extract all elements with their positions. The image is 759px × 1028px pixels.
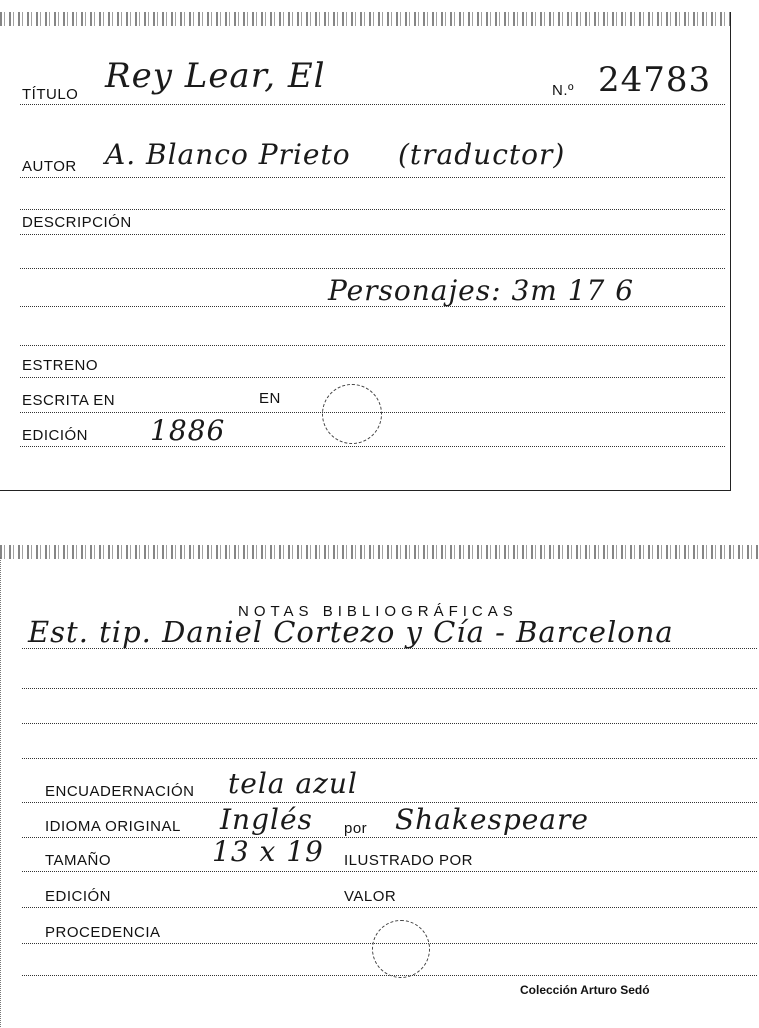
por-label: por [344, 820, 368, 837]
rule-line [22, 802, 757, 803]
rule-line [20, 446, 725, 447]
notas-title: NOTAS BIBLIOGRÁFICAS [238, 603, 518, 620]
idioma-value: Inglés [220, 803, 313, 836]
tamano-label: TAMAÑO [45, 852, 112, 869]
titulo-value: Rey Lear, El [105, 56, 326, 96]
collection-footer: Colección Arturo Sedó [520, 983, 650, 997]
rule-line [20, 268, 725, 269]
encuadernacion-value: tela azul [228, 767, 358, 800]
autor-role: (traductor) [398, 138, 566, 171]
rule-line [20, 377, 725, 378]
rule-line [20, 177, 725, 178]
rule-line [20, 234, 725, 235]
rule-line [20, 104, 725, 105]
rule-line [22, 758, 757, 759]
notas-value: Est. tip. Daniel Cortezo y Cía - Barcelona [28, 615, 674, 649]
edicion-label-bottom: EDICIÓN [45, 888, 112, 905]
personajes-value: Personajes: 3m 17 6 [328, 274, 635, 307]
left-edge [0, 557, 23, 1027]
rule-line [22, 688, 757, 689]
catalog-card-bottom [0, 545, 759, 1028]
punch-hole-mark [322, 384, 382, 444]
valor-label: VALOR [344, 888, 397, 905]
punch-hole-mark [372, 920, 430, 978]
ilustrado-label: ILUSTRADO POR [344, 852, 474, 869]
rule-line [20, 345, 725, 346]
por-value: Shakespeare [395, 803, 589, 836]
numero-label: N.º [552, 82, 574, 99]
rule-line [22, 907, 757, 908]
en-label: EN [259, 390, 281, 407]
escrita-label: ESCRITA EN [22, 392, 116, 409]
scan-noise-top [0, 12, 730, 26]
autor-label: AUTOR [22, 158, 77, 175]
rule-line [22, 648, 757, 649]
idioma-label: IDIOMA ORIGINAL [45, 818, 181, 835]
descripcion-label: DESCRIPCIÓN [22, 214, 132, 231]
edicion-value: 1886 [150, 414, 226, 447]
titulo-label: TÍTULO [22, 86, 79, 103]
scan-noise-bottom [0, 545, 759, 559]
rule-line [20, 306, 725, 307]
rule-line [22, 837, 757, 838]
rule-line [22, 871, 757, 872]
encuadernacion-label: ENCUADERNACIÓN [45, 783, 195, 800]
rule-line [20, 209, 725, 210]
numero-value: 24783 [598, 60, 712, 100]
procedencia-label: PROCEDENCIA [45, 924, 161, 941]
catalog-card-top [0, 12, 731, 491]
edicion-label: EDICIÓN [22, 427, 89, 444]
estreno-label: ESTRENO [22, 357, 99, 374]
tamano-value: 13 x 19 [212, 835, 324, 868]
rule-line [22, 723, 757, 724]
autor-value: A. Blanco Prieto [105, 138, 351, 171]
